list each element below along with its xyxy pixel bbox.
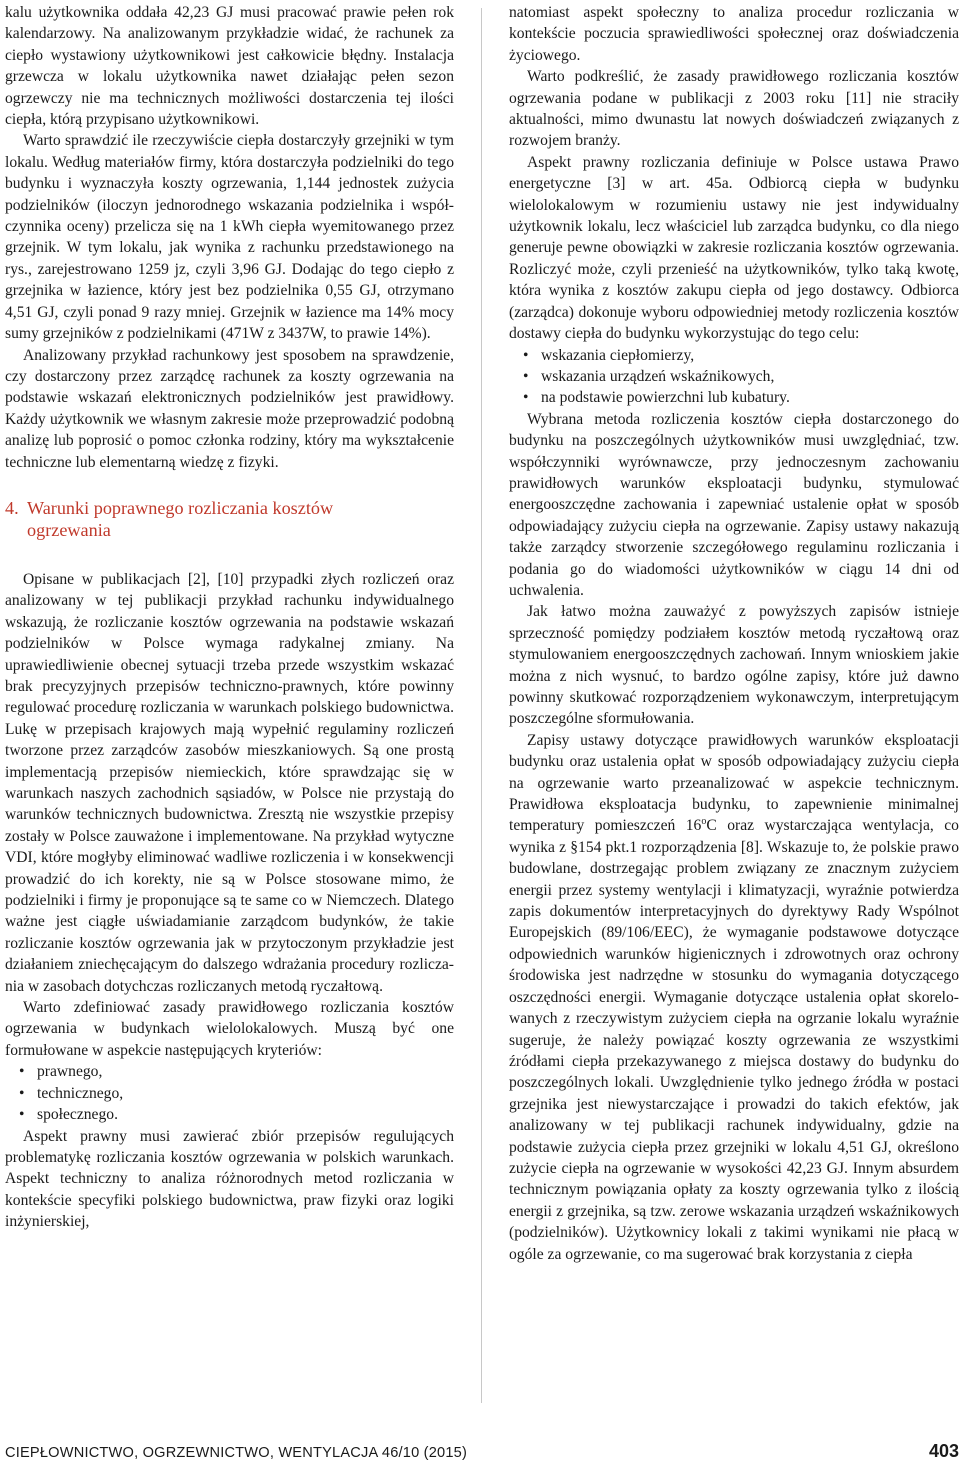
- left-column: [5, 2, 454, 1233]
- page-number: 403: [928, 1441, 959, 1461]
- paragraph: natomiast aspekt społeczny to analiza procedur rozliczania w kontekście poczucia sprawiedliwości społecznej oraz doświadczenia życiowego.: [509, 4, 959, 64]
- paragraph: Warto podkreślić, że zasady prawidłowego rozliczania kosztów ogrzewania podane w publikacji z 2003 roku [11] nie straciły aktualności, mimo dwunastu lat nowych doświadczeń związanych z rozwojem branży.: [509, 68, 959, 150]
- right-column: [509, 2, 959, 1265]
- criteria-list: [5, 1061, 454, 1125]
- text-run: Zapisy ustawy dotyczące prawidłowych warunków eksploatacji budynku oraz ustalenia opłat w sposób odpowiadający zużyciu ciepła na ogrzewanie warto przeanalizować w aspekcie technicznym. Prawidłowa eksploatacja budynku, to zapewnienie minimalnej temperatury pomieszczeń 16: [509, 731, 959, 835]
- list-item: • wskazania urządzeń wskaźnikowych,: [509, 366, 959, 387]
- list-item: • na podstawie powierzchni lub kubatury.: [509, 387, 959, 408]
- paragraph: kalu użytkownika oddała 42,23 GJ musi pracować prawie pełen rok kalendarzowy. Na analizowanym przykładzie widać, że rachunek za ciepło wystawiony użytkownikowi jest całkowicie błędny. Instalacja grzewcza w lokalu użytkownika nawet działając pełen sezon ogrzewczy nie ma technicznych możliwości dostarczenia tej ilości ciepła, którą przypisano użytkownikowi.: [5, 4, 454, 129]
- paragraph: [509, 730, 959, 1265]
- list-item: • prawnego,: [5, 1061, 454, 1082]
- method-list: [509, 345, 959, 409]
- paragraph: Warto sprawdzić ile rzeczywiście ciepła dostarczyły grzejniki w tym lokalu. Według materiałów firmy, która dostarczyła podzielniki do tego budynku i wyznaczyła koszty ogrzewania, 1,144 jednostek zużycia podzielników (iloczyn jednorodnego wskazania podzielnika i współczynnika oceny) przelicza się na 1 kWh ciepła wyemitowanego przez grzejnik. W tym lokalu, jak wynika z rachunku przedstawionego na rys., zarejestrowano 1259 jz, czyli 3,96 GJ. Dodając do tego ciepło z grzejnika w łazience, który jest bez podzielnika 0,55 GJ, otrzymano 4,51 GJ, czyli ponad 9 razy mniej. Grzejnik w łazience ma 14% mocy sumy grzejników z podzielnikami (471W z 3437W, to prawie 14%).: [5, 132, 454, 343]
- text-run: C oraz wystarczająca wentylacja, co wynika z §154 pkt.1 rozporządzenia [8]. Wskazuje to, że polskie prawo budowlane, dostrzegając problem związany ze znacznym zużyciem energii przez systemy wentylacji i klimatyzacji, wyraźnie potwierdza zapis dokumentów interpretacyjnych do dyrektywy Rady Wspólnot Europejskich (89/106/EEC), że wymaganie podstawowe dotyczące odpowiednich warunków higienicznych i zdrowotnych oraz ochrony środowiska jest nadrzędne w stosunku do wymagania dotyczącego oszczędności energii. Wymaganie dotyczące ustalenia opłat skorelowanych z rzeczywistym zużyciem ciepła na ogrzanie lokalu wyraźnie sugeruje, że należy powiązać koszty ogrzewania ze wszystkimi źródłami ciepła przekazywanego z miejsca dostawy do budynku do poszczególnych lokali. Uwzględnienie tylko jednego źródła w postaci grzejnika jest niewystarczające i prowadzi do takich efektów, jak analizowany w tej publikacji rachunek indywidualny, gdzie na podstawie zużycia ciepła przez grzejniki w lokalu 4,51 GJ, określono zużycie ciepła na ogrzewanie w wysokości 42,23 GJ. Innym absurdem technicznym powiązania opłaty za koszty ogrzewania tylko z ilością energii z grzejnika, są tzw. zerowe wskazania urządzeń wskaźnikowych (podzielników). Użytkownicy lokali z takimi wynikami nie płacą w ogóle za ogrzewanie, co ma sugerować brak korzystania z ciepła: [509, 817, 959, 1263]
- paragraph: Wybrana metoda rozliczenia kosztów ciepła dostarczonego do budynku na poszczególnych użytkowników musi uwzględniać, tzw. współczynniki wyrównawcze, przy jednoczesnym zachowaniu prawidłowych warunków eksploatacji budynku, stymulować energooszczędne zachowania i zapewniać ustalenie opłat w sposób odpowiadający zużyciu ciepła na ogrzewanie. Zapisy ustawy nakazują także zarządcy stworzenie szczegółowego regulaminu rozliczania i podania go do wiadomości użytkowników w ciągu 14 dni od uchwalenia.: [509, 410, 959, 599]
- list-item: • technicznego,: [5, 1083, 454, 1104]
- paragraph: Aspekt prawny rozliczania definiuje w Polsce ustawa Prawo energetyczne [3] w art. 45a. Odbiorcą ciepła w budynku wielolokalowym w rozumieniu ustawy nie jest indywidualny użytkownik lokalu, lecz właściciel lub zarządca budynku, co dla niego generuje pewne obowiązki w zakresie rozliczania kosztów ogrzewania. Rozliczyć może, czyli przenieść na użytkowników, tylko taką kwotę, która wynika z kosztów zakupu ciepła od jego dostawcy. Odbiorca (zarządca) dokonuje wyboru odpowiedniej metody rozliczenia kosztów dostawy ciepła do budynku wykorzystując do tego celu:: [509, 153, 959, 343]
- paragraph: Aspekt prawny musi zawierać zbiór przepisów regulujących problematykę rozliczania kosztów ogrzewania w polskich warunkach. Aspekt techniczny to analiza różnorodnych metod rozliczania w kontekście specyfiki polskiego budownictwa, praw fizyki oraz logiki inżynierskiej,: [5, 1127, 454, 1231]
- list-item: • wskazania ciepłomierzy,: [509, 345, 959, 366]
- section-title-line1: Warunki poprawnego rozliczania kosztów: [27, 497, 334, 518]
- degree-superscript: o: [701, 816, 707, 828]
- paragraph: Analizowany przykład rachunkowy jest sposobem na sprawdzenie, czy dostarczony przez zarządcę rachunek za koszty ogrzewania na podstawie wskazań elektronicznych podzielników jest prawidłowy. Każdy użytkownik we własnym zakresie może przeprowadzić podobną analizę lub poprosić o pomoc członka rodziny, który ma wykształcenie techniczne lub elementarną wiedzę z fizyki.: [5, 346, 454, 471]
- page-footer: [5, 1442, 959, 1462]
- paragraph: Opisane w publikacjach [2], [10] przypadki złych rozliczeń oraz analizowany w tej publikacji przykład rachunku indywidualnego wskazują, że rozliczanie kosztów ogrzewania na podstawie wskazań podzielników w Polsce wymaga radykalnej zmiany. Na uprawiedliwienie obecnej sytuacji trzeba przede wszystkim wskazać brak precyzyjnych przepisów techniczno-prawnych, które powinny regulować procedurę rozliczania w warunkach polskiego budownictwa. Lukę w przepisach krajowych mają wypełnić regulaminy rozliczeń tworzone przez zarządców zasobów mieszkaniowych. Są one prostą implementacją przepisów niemieckich, które sprawdzając się w warunkach naszych zachodnich sąsiadów, w Polsce nie przystają do warunków technicznych budownictwa. Zresztą nie wszystkie przepisy zostały w Polsce zauważone i implementowane. Na przykład wytyczne VDI, które mogłyby eliminować wadliwe rozliczenia i w konsekwencji prowadzić do ich korekty, nie są w Polsce stosowane mimo, że podzielniki i firmy je proponujące są te same co w Niemczech. Dlatego ważne jest ciągłe uświadamianie zarządcom budynków, że takie rozliczanie kosztów ogrzewania jak w przytoczonym przykładzie jest działaniem zniechęcającym do dalszego wdrażania procedury rozliczania w zasobach dotychczas rozliczanych metodą ryczałtową.: [5, 570, 454, 995]
- section-number: 4.: [5, 497, 19, 518]
- paragraph: Warto zdefiniować zasady prawidłowego rozliczania kosztów ogrzewania w budynkach wielolokalowych. Muszą być one formułowane w aspekcie następujących kryteriów:: [5, 999, 454, 1059]
- journal-name: CIEPŁOWNICTWO, OGRZEWNICTWO, WENTYLACJA 46/10 (2015): [5, 1445, 468, 1461]
- column-divider: [481, 8, 482, 1403]
- paragraph: Jak łatwo można zauważyć z powyższych zapisów istnieje sprzeczność pomiędzy podziałem kosztów metodą ryczałtową oraz stymulowaniem energooszczędnych zachowań. Innym wnioskiem jakie można z nich wysnuć, to bardzo ogólne zapisy, które już dawno powinny skutkować rozporządzeniem wykonawczym, interpretującym poszczególne sformułowania.: [509, 603, 959, 728]
- section-heading: [5, 497, 454, 541]
- list-item: • społecznego.: [5, 1104, 454, 1125]
- section-title-line2: ogrzewania: [27, 519, 111, 540]
